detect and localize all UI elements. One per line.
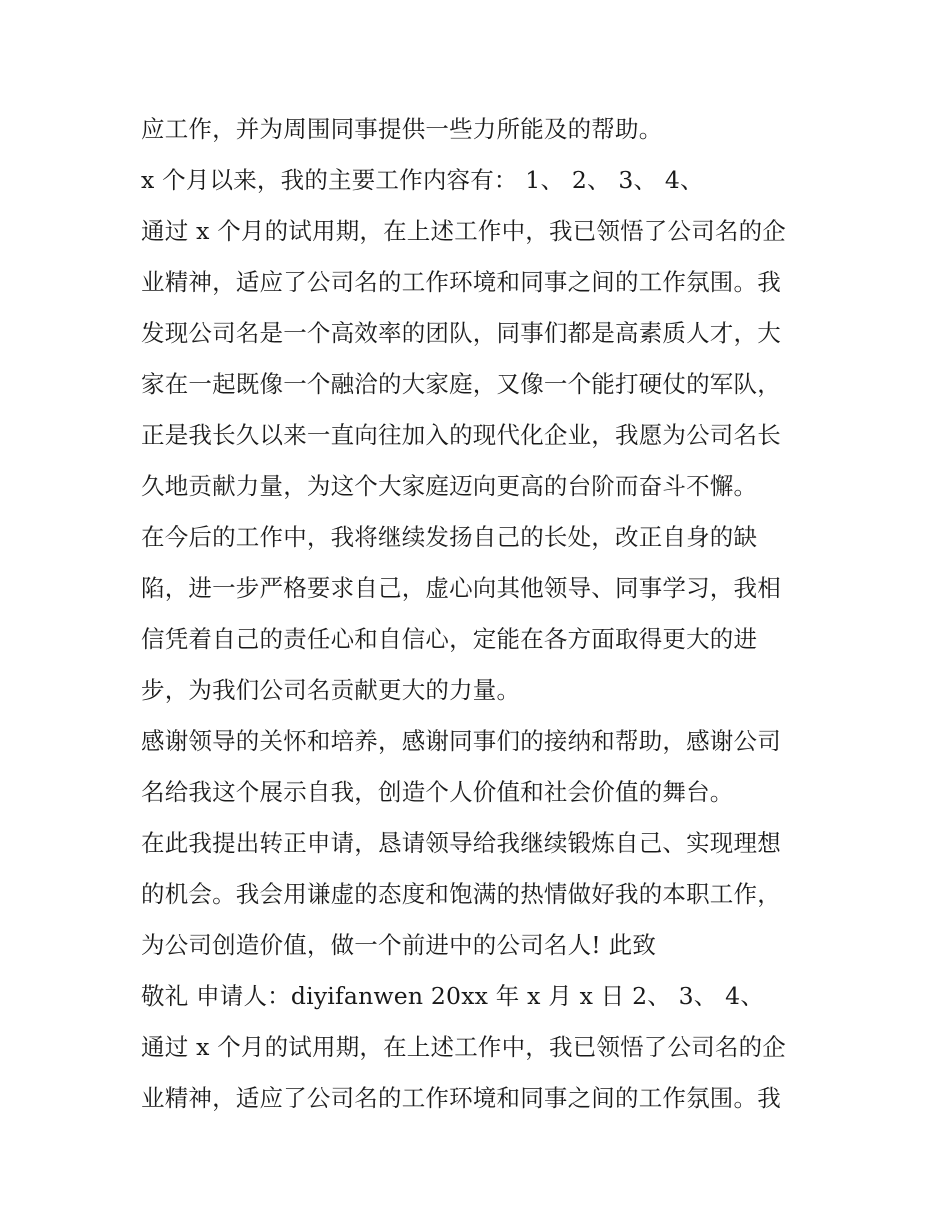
- text-line: 名给我这个展示自我，创造个人价值和社会价值的舞台。: [141, 778, 734, 806]
- text-line: 久地贡献力量，为这个大家庭迈向更高的台阶而奋斗不懈。: [141, 472, 758, 500]
- text-line: 发现公司名是一个高效率的团队，同事们都是高素质人才，大: [141, 319, 781, 347]
- text-line: 在此我提出转正申请，恳请领导给我继续锻炼自己、实现理想: [141, 829, 781, 857]
- text-line: 陷，进一步严格要求自己，虚心向其他领导、同事学习，我相: [141, 574, 781, 602]
- text-line: 业精神，适应了公司名的工作环境和同事之间的工作氛围。我: [141, 268, 781, 296]
- text-line: 为公司创造价值，做一个前进中的公司名人! 此致: [141, 931, 657, 959]
- text-line: 步，为我们公司名贡献更大的力量。: [141, 676, 521, 704]
- text-line: x 个月以来，我的主要工作内容有： 1、 2、 3、 4、: [141, 166, 704, 194]
- text-line: 应工作，并为周围同事提供一些力所能及的帮助。: [141, 115, 663, 143]
- text-line: 通过 x 个月的试用期，在上述工作中，我已领悟了公司名的企: [141, 1033, 786, 1061]
- text-line: 信凭着自己的责任心和自信心，定能在各方面取得更大的进: [141, 625, 758, 653]
- text-line: 通过 x 个月的试用期，在上述工作中，我已领悟了公司名的企: [141, 217, 786, 245]
- text-line: 家在一起既像一个融洽的大家庭，又像一个能打硬仗的军队，: [141, 370, 781, 398]
- text-line: 敬礼 申请人：diyifanwen 20xx 年 x 月 x 日 2、 3、 4、: [141, 982, 765, 1010]
- text-line: 在今后的工作中，我将继续发扬自己的长处，改正自身的缺: [141, 523, 758, 551]
- document-body: [141, 104, 821, 1124]
- text-line: 业精神，适应了公司名的工作环境和同事之间的工作氛围。我: [141, 1084, 781, 1112]
- text-line: 正是我长久以来一直向往加入的现代化企业，我愿为公司名长: [141, 421, 781, 449]
- text-line: 的机会。我会用谦虚的态度和饱满的热情做好我的本职工作，: [141, 880, 781, 908]
- text-line: 感谢领导的关怀和培养，感谢同事们的接纳和帮助，感谢公司: [141, 727, 781, 755]
